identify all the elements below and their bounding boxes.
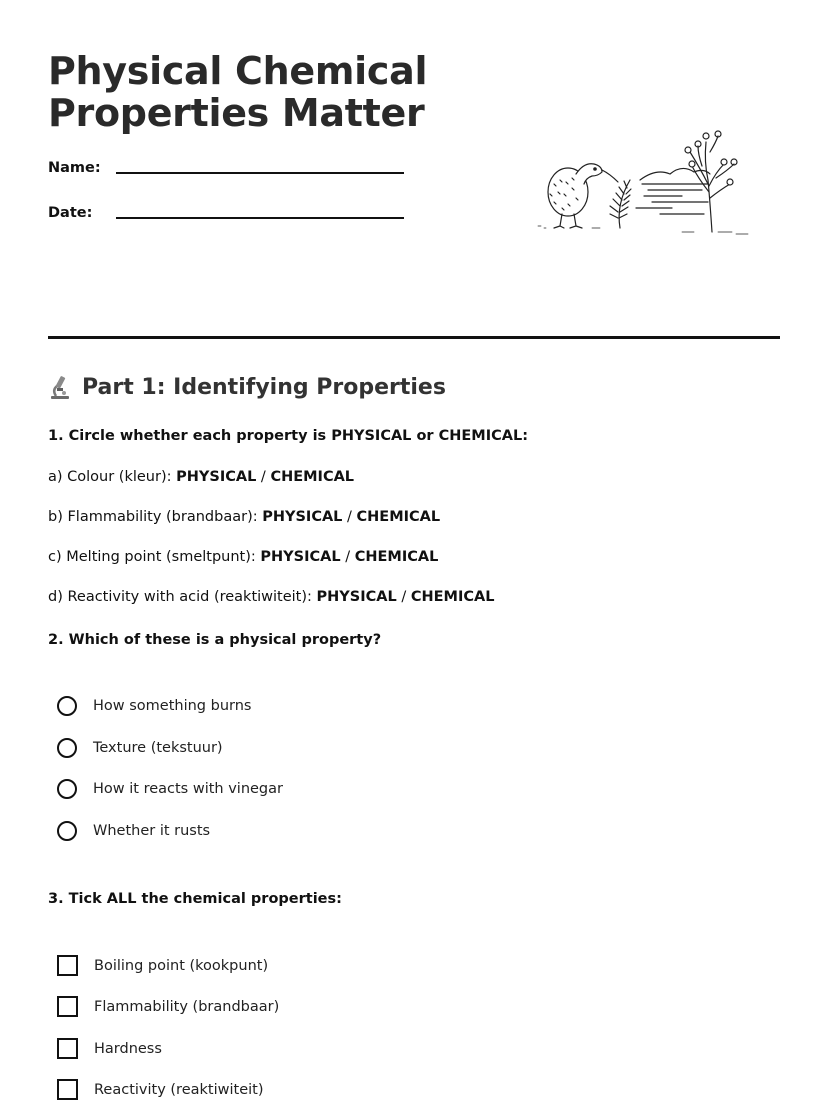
q2-option-label: Whether it rusts xyxy=(93,823,211,839)
q2-option-label: How something burns xyxy=(93,698,252,714)
date-label: Date: xyxy=(48,205,93,221)
physical-option[interactable]: PHYSICAL xyxy=(176,469,257,485)
q1-item-label: b) Flammability (brandbaar): xyxy=(48,509,263,525)
microscope-icon xyxy=(48,374,72,400)
option-separator: / xyxy=(256,469,271,485)
part1-heading xyxy=(48,374,446,400)
q2-option[interactable] xyxy=(57,738,223,758)
q2-option-label: Texture (tekstuur) xyxy=(93,740,223,756)
option-separator: / xyxy=(342,509,357,525)
q1-item-d xyxy=(48,589,494,605)
physical-option[interactable]: PHYSICAL xyxy=(260,549,341,565)
title-line-2: Properties Matter xyxy=(48,91,425,135)
q1-item-label: c) Melting point (smeltpunt): xyxy=(48,549,261,565)
option-separator: / xyxy=(340,549,355,565)
title-line-1: Physical Chemical xyxy=(48,49,428,93)
kiwi-landscape-illustration xyxy=(532,122,754,238)
part1-heading-text: Part 1: Identifying Properties xyxy=(82,374,446,400)
checkbox[interactable] xyxy=(57,1079,78,1100)
checkbox[interactable] xyxy=(57,996,78,1017)
name-label: Name: xyxy=(48,160,101,176)
date-field[interactable] xyxy=(48,205,92,221)
chemical-option[interactable]: CHEMICAL xyxy=(356,509,441,525)
chemical-option[interactable]: CHEMICAL xyxy=(354,549,439,565)
q1-item-c xyxy=(48,549,438,565)
name-line[interactable] xyxy=(116,172,404,174)
chemical-option[interactable]: CHEMICAL xyxy=(410,589,495,605)
q2-prompt: 2. Which of these is a physical property? xyxy=(48,632,382,648)
q1-item-label: a) Colour (kleur): xyxy=(48,469,177,485)
chemical-option[interactable]: CHEMICAL xyxy=(270,469,355,485)
q1-prompt: 1. Circle whether each property is PHYSICAL or CHEMICAL: xyxy=(48,428,529,444)
radio-button[interactable] xyxy=(57,738,77,758)
radio-button[interactable] xyxy=(57,779,77,799)
radio-button[interactable] xyxy=(57,821,77,841)
q3-option[interactable] xyxy=(57,1038,162,1059)
q2-option[interactable] xyxy=(57,779,283,799)
q2-option[interactable] xyxy=(57,821,210,841)
q3-option[interactable] xyxy=(57,955,268,976)
q2-option-label: How it reacts with vinegar xyxy=(93,781,283,797)
q3-option-label: Flammability (brandbaar) xyxy=(94,998,280,1015)
q2-option[interactable] xyxy=(57,696,251,716)
q1-item-a xyxy=(48,469,354,485)
checkbox[interactable] xyxy=(57,955,78,976)
q3-prompt: 3. Tick ALL the chemical properties: xyxy=(48,891,342,907)
name-field[interactable] xyxy=(48,160,101,176)
worksheet-title xyxy=(48,50,427,134)
radio-button[interactable] xyxy=(57,696,77,716)
q3-option-label: Reactivity (reaktiwiteit) xyxy=(94,1081,264,1098)
physical-option[interactable]: PHYSICAL xyxy=(262,509,343,525)
physical-option[interactable]: PHYSICAL xyxy=(316,589,397,605)
q3-option[interactable] xyxy=(57,1079,263,1100)
q3-option[interactable] xyxy=(57,996,279,1017)
q3-option-label: Boiling point (kookpunt) xyxy=(94,957,269,974)
date-line[interactable] xyxy=(116,217,404,219)
section-divider xyxy=(48,336,780,339)
q1-item-b xyxy=(48,509,440,525)
q1-item-label: d) Reactivity with acid (reaktiwiteit): xyxy=(48,589,317,605)
option-separator: / xyxy=(396,589,411,605)
q3-option-label: Hardness xyxy=(94,1040,162,1057)
checkbox[interactable] xyxy=(57,1038,78,1059)
